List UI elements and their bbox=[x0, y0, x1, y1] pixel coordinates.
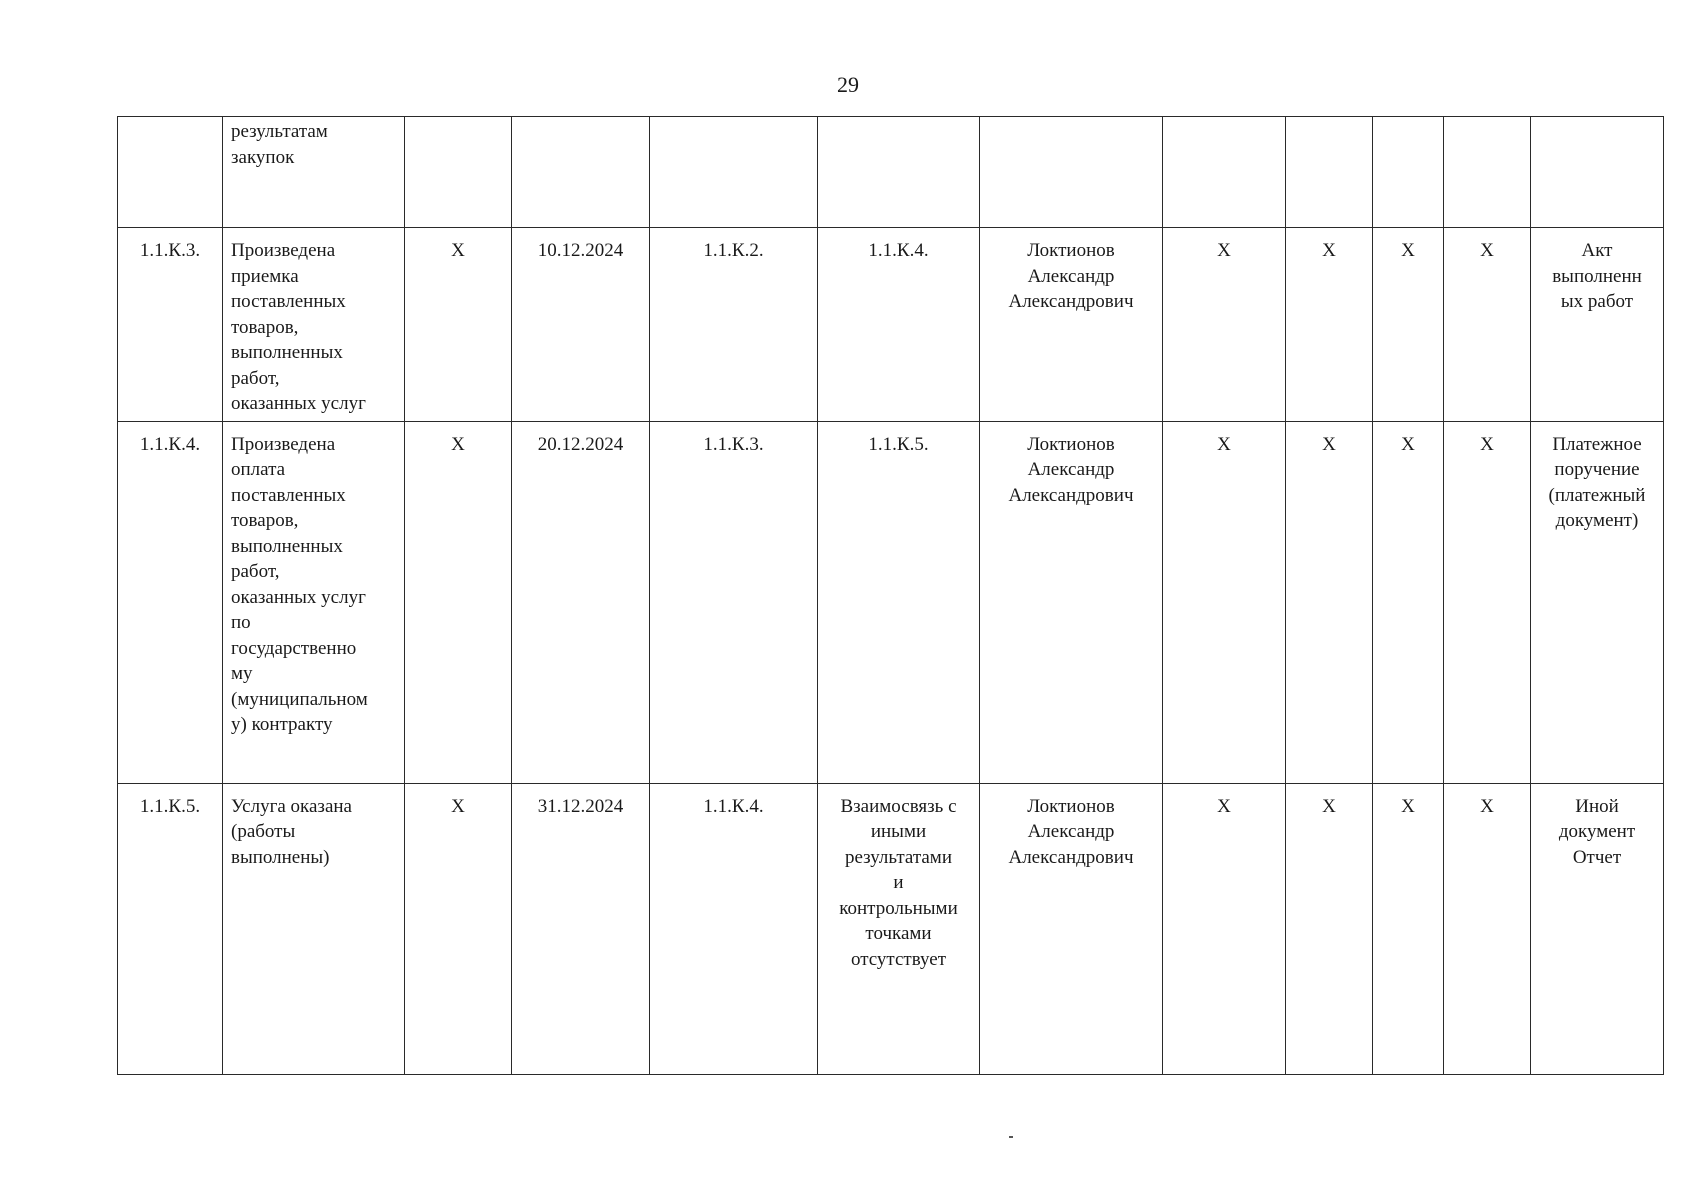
mark-cell: X bbox=[1444, 421, 1531, 783]
name-line: по bbox=[231, 612, 251, 633]
responsible-cell bbox=[980, 421, 1163, 783]
name-line: Произведена bbox=[231, 240, 336, 261]
name-line: му bbox=[231, 663, 253, 684]
document-cell bbox=[1531, 421, 1664, 783]
responsible-line: Александр bbox=[1027, 265, 1115, 287]
document-line: поручение bbox=[1554, 459, 1640, 480]
date-cell: 10.12.2024 bbox=[512, 228, 650, 422]
responsible-line: Александрович bbox=[1008, 484, 1134, 506]
document-line: ых работ bbox=[1560, 291, 1634, 312]
name-line: выполненных bbox=[231, 535, 343, 557]
name-line: товаров, bbox=[231, 510, 299, 531]
name-line: оказанных услуг bbox=[231, 586, 366, 608]
name-line: закупок bbox=[231, 146, 295, 168]
code-cell: 1.1.К.5. bbox=[118, 783, 223, 1074]
table-row bbox=[118, 117, 1664, 228]
responsible-line: Александр bbox=[1027, 459, 1115, 480]
code-cell: 1.1.К.4. bbox=[118, 421, 223, 783]
mark-cell: X bbox=[1286, 783, 1373, 1074]
name-cell bbox=[223, 228, 405, 422]
name-line: (муниципальном bbox=[231, 688, 368, 710]
name-line: выполнены) bbox=[231, 846, 330, 868]
successor-cell bbox=[818, 421, 980, 783]
document-line: выполненн bbox=[1552, 265, 1642, 287]
document-line: Отчет bbox=[1572, 846, 1622, 868]
responsible-line: Александр bbox=[1027, 821, 1115, 842]
name-line: работ, bbox=[231, 561, 280, 582]
successor-line: и bbox=[893, 872, 904, 893]
successor-line: отсутствует bbox=[850, 948, 947, 970]
code-cell bbox=[118, 117, 223, 228]
responsible-line: Александрович bbox=[1008, 291, 1134, 312]
responsible-cell bbox=[980, 783, 1163, 1074]
name-line: поставленных bbox=[231, 291, 346, 312]
mark-cell: X bbox=[405, 783, 512, 1074]
table-row bbox=[118, 228, 1664, 422]
date-cell bbox=[512, 117, 650, 228]
document-cell bbox=[1531, 228, 1664, 422]
responsible-cell bbox=[980, 228, 1163, 422]
mark-cell: X bbox=[405, 421, 512, 783]
name-cell bbox=[223, 117, 405, 228]
mark-cell: X bbox=[405, 228, 512, 422]
name-line: товаров, bbox=[231, 316, 299, 338]
mark-cell: X bbox=[1286, 421, 1373, 783]
name-line: результатам bbox=[231, 121, 328, 142]
name-line: поставленных bbox=[231, 484, 346, 506]
successor-cell bbox=[818, 783, 980, 1074]
document-line: документ) bbox=[1555, 510, 1639, 531]
successor-cell bbox=[818, 228, 980, 422]
successor-line: 1.1.К.5. bbox=[868, 433, 929, 455]
successor-line: результатами bbox=[845, 846, 952, 868]
mark-cell: X bbox=[1163, 228, 1286, 422]
mark-cell: X bbox=[1163, 421, 1286, 783]
successor-line: контрольными bbox=[839, 897, 958, 919]
document-cell bbox=[1531, 117, 1664, 228]
name-line: оплата bbox=[231, 459, 286, 480]
predecessor-cell: 1.1.К.2. bbox=[650, 228, 818, 422]
successor-line: 1.1.К.4. bbox=[868, 240, 929, 261]
mark-cell: X bbox=[1373, 228, 1444, 422]
name-line: у) контракту bbox=[231, 714, 333, 735]
table-row bbox=[118, 421, 1664, 783]
page-number: 29 bbox=[837, 72, 859, 97]
name-line: оказанных услуг bbox=[231, 393, 366, 414]
document-line: Акт bbox=[1581, 240, 1613, 261]
successor-line: иными bbox=[870, 821, 927, 842]
mark-cell bbox=[1286, 117, 1373, 228]
name-line: работ, bbox=[231, 367, 280, 389]
mark-cell bbox=[405, 117, 512, 228]
scan-speck bbox=[1009, 1136, 1013, 1138]
document-line: Иной bbox=[1575, 795, 1619, 817]
predecessor-cell bbox=[650, 117, 818, 228]
mark-cell: X bbox=[1373, 783, 1444, 1074]
mark-cell: X bbox=[1444, 783, 1531, 1074]
responsible-line: Александрович bbox=[1008, 846, 1134, 868]
table-row bbox=[118, 783, 1664, 1074]
name-cell bbox=[223, 783, 405, 1074]
successor-line: точками bbox=[865, 923, 932, 944]
name-cell bbox=[223, 421, 405, 783]
name-line: Произведена bbox=[231, 433, 336, 455]
mark-cell bbox=[1163, 117, 1286, 228]
name-line: Услуга оказана bbox=[231, 795, 352, 817]
mark-cell: X bbox=[1444, 228, 1531, 422]
document-cell bbox=[1531, 783, 1664, 1074]
mark-cell: X bbox=[1163, 783, 1286, 1074]
date-cell: 31.12.2024 bbox=[512, 783, 650, 1074]
document-line: (платежный bbox=[1548, 484, 1646, 506]
mark-cell: X bbox=[1373, 421, 1444, 783]
responsible-cell bbox=[980, 117, 1163, 228]
name-line: приемка bbox=[231, 265, 299, 287]
document-line: документ bbox=[1558, 821, 1636, 842]
responsible-line: Локтионов bbox=[1027, 795, 1115, 817]
control-points-table bbox=[117, 116, 1664, 1075]
name-line: государственно bbox=[231, 637, 357, 659]
successor-line: Взаимосвязь с bbox=[840, 795, 957, 817]
successor-cell bbox=[818, 117, 980, 228]
mark-cell bbox=[1373, 117, 1444, 228]
document-line: Платежное bbox=[1552, 433, 1642, 455]
predecessor-cell: 1.1.К.4. bbox=[650, 783, 818, 1074]
date-cell: 20.12.2024 bbox=[512, 421, 650, 783]
name-line: (работы bbox=[231, 821, 296, 842]
mark-cell bbox=[1444, 117, 1531, 228]
responsible-line: Локтионов bbox=[1027, 433, 1115, 455]
mark-cell: X bbox=[1286, 228, 1373, 422]
responsible-line: Локтионов bbox=[1027, 240, 1115, 261]
code-cell: 1.1.К.3. bbox=[118, 228, 223, 422]
name-line: выполненных bbox=[231, 342, 343, 363]
predecessor-cell: 1.1.К.3. bbox=[650, 421, 818, 783]
